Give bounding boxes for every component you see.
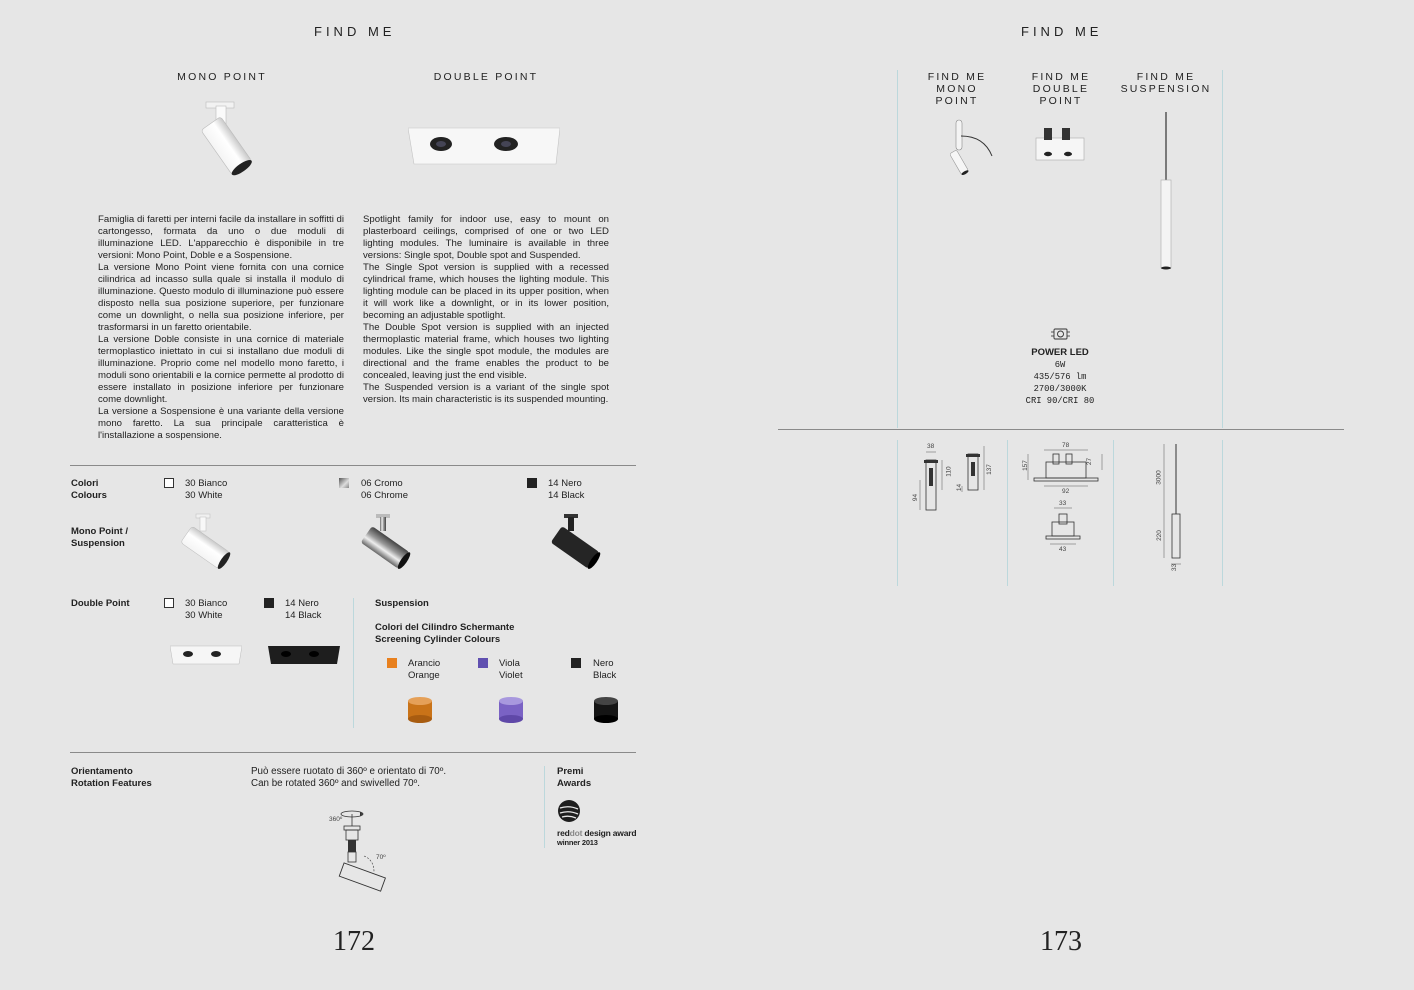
description-italian <box>98 214 344 442</box>
column-divider <box>1113 440 1114 586</box>
cylinder-violet-image <box>497 696 525 724</box>
dim-label: 3000 <box>1155 470 1163 485</box>
colour-chrome-label: 06 Cromo 06 Chrome <box>361 478 408 501</box>
dim-label: 157 <box>1021 460 1029 471</box>
double-point-label: Double Point <box>71 598 130 609</box>
page-number-right: 173 <box>1040 926 1082 957</box>
column-divider <box>544 766 545 848</box>
cylinder-black-image <box>592 696 620 724</box>
mono-point-title: MONO POINT <box>177 71 267 83</box>
awards-label: Premi Awards <box>557 766 592 789</box>
swatch-chrome <box>339 478 349 488</box>
find-me-suspension-image <box>1156 112 1176 272</box>
power-led-label: POWER LED <box>1031 347 1089 358</box>
double-white-image <box>170 644 242 666</box>
dim-label: 220 <box>1155 530 1163 541</box>
mono-point-product-image <box>190 96 270 186</box>
dim-label: 33 <box>1059 500 1067 507</box>
divider <box>778 429 1344 430</box>
red-dot-award-text: reddot design award winner 2013 <box>557 828 637 847</box>
it-paragraph: La versione a Sospensione è una variante della versione mono faretto. La sua principale caratteristica è l'installazione a sospensione. <box>98 406 344 441</box>
column-divider <box>1222 70 1223 428</box>
colour-black-label: 14 Nero 14 Black <box>548 478 585 501</box>
find-me-double-image <box>1034 124 1088 166</box>
led-specs: 6W 435/576 lm 2700/3000K CRI 90/CRI 80 <box>1025 360 1095 406</box>
column-divider <box>1222 440 1223 586</box>
dim-label: 33 <box>1171 563 1179 572</box>
find-me-mono-title: FIND ME MONO POINT <box>927 71 987 107</box>
mono-white-image <box>172 512 236 572</box>
divider <box>70 752 636 753</box>
double-white-label: 30 Bianco 30 White <box>185 598 228 621</box>
red-dot-logo-icon <box>557 799 581 823</box>
swatch-black-cylinder <box>571 658 581 668</box>
colour-white-label: 30 Bianco 30 White <box>185 478 228 501</box>
cylinder-orange-image <box>406 696 434 724</box>
it-paragraph: La versione Mono Point viene fornita con una cornice cilindrica ad incasso sulla quale si installa il modulo di illuminazione. Questo modulo di illuminazione può essere disposto nella sua posizione superiore, per funzionare come un downlight, o nella sua posizione inferiore, per trasformarsi in un faretto orientabile. <box>98 262 344 333</box>
en-paragraph: The Suspended version is a variant of the single spot version. Its main characteristic is its suspended mounting. <box>363 382 609 405</box>
mono-suspension-label: Mono Point / Suspension <box>71 526 128 549</box>
dim-label: 110 <box>945 466 953 477</box>
find-me-double-title: FIND ME DOUBLE POINT <box>1031 71 1091 107</box>
find-me-mono-image <box>944 116 998 180</box>
swatch-violet <box>478 658 488 668</box>
it-paragraph: Famiglia di faretti per interni facile da installare in soffitti di cartongesso, formata da uno o due moduli di illuminazione LED. L'apparecchio è disponibile in tre versioni: Mono Point, Doble e a Sospensione. <box>98 214 344 261</box>
en-paragraph: Spotlight family for indoor use, easy to mount on plasterboard ceilings, comprised of one or two LED lighting modules. The luminaire is available in three versions: Single spot, Double spot and Suspended. <box>363 214 609 261</box>
swatch-white-double <box>164 598 174 608</box>
rotation-label: Orientamento Rotation Features <box>71 766 152 789</box>
dim-label: 92 <box>1062 488 1070 495</box>
left-page-header: FIND ME <box>314 24 396 39</box>
dim-label: 14 <box>956 483 964 492</box>
rotation-70-label: 70º <box>376 854 386 861</box>
divider <box>70 465 636 466</box>
suspension-technical-drawing <box>1150 440 1190 574</box>
led-icon <box>1051 328 1070 340</box>
double-point-product-image <box>408 124 560 168</box>
right-page-header: FIND ME <box>1021 24 1103 39</box>
colours-label: Colori Colours <box>71 478 107 501</box>
double-point-title: DOUBLE POINT <box>433 71 539 83</box>
mono-chrome-image <box>352 512 416 572</box>
en-paragraph: The Single Spot version is supplied with a recessed cylindrical frame, which houses the lighting module. This lighting module can be placed in its upper position, when it will work like a downlight, or in its lower position, becoming an adjustable spotlight. <box>363 262 609 321</box>
rotation-text: Può essere ruotato di 360º e orientato di 70º. Can be rotated 360º and swivelled 70º. <box>251 766 447 789</box>
swatch-white <box>164 478 174 488</box>
dim-label: 94 <box>912 493 920 502</box>
screening-label: Colori del Cilindro Schermante Screening Cylinder Colours <box>375 622 515 645</box>
column-divider <box>897 440 898 586</box>
violet-label: Viola Violet <box>499 658 523 681</box>
black-cylinder-label: Nero Black <box>593 658 617 681</box>
it-paragraph: La versione Doble consiste in una cornice di materiale termoplastico iniettato in cui si installano due moduli di illuminazione. Proprio come nel modello mono faretto, i moduli sono orientabili e la cornice permette al prodotto di essere installato in posizione inferiore per funzionare come downlight. <box>98 334 344 405</box>
mono-technical-drawing <box>908 440 998 516</box>
rotation-360-label: 360º <box>329 816 343 823</box>
page-number-left: 172 <box>333 926 375 957</box>
dim-label: 27 <box>1086 457 1094 466</box>
swatch-black <box>527 478 537 488</box>
swatch-black-double <box>264 598 274 608</box>
double-black-image <box>268 644 340 666</box>
column-divider <box>353 598 354 728</box>
swatch-orange <box>387 658 397 668</box>
double-black-label: 14 Nero 14 Black <box>285 598 322 621</box>
orange-label: Arancio Orange <box>408 658 441 681</box>
find-me-suspension-title: FIND ME SUSPENSION <box>1120 71 1212 95</box>
dim-label: 38 <box>927 443 935 450</box>
en-paragraph: The Double Spot version is supplied with an injected thermoplastic material frame, which houses two lighting modules. Like the single spot module, the modules are directional and the frame enables the product to be concealed, leaving just the end visible. <box>363 322 609 381</box>
mono-black-image <box>546 512 610 572</box>
dim-label: 43 <box>1059 546 1067 553</box>
description-english <box>363 214 609 406</box>
suspension-label: Suspension <box>375 598 429 609</box>
dim-label: 137 <box>985 464 993 475</box>
dim-label: 78 <box>1062 442 1070 449</box>
column-divider <box>897 70 898 428</box>
column-divider <box>1007 440 1008 586</box>
